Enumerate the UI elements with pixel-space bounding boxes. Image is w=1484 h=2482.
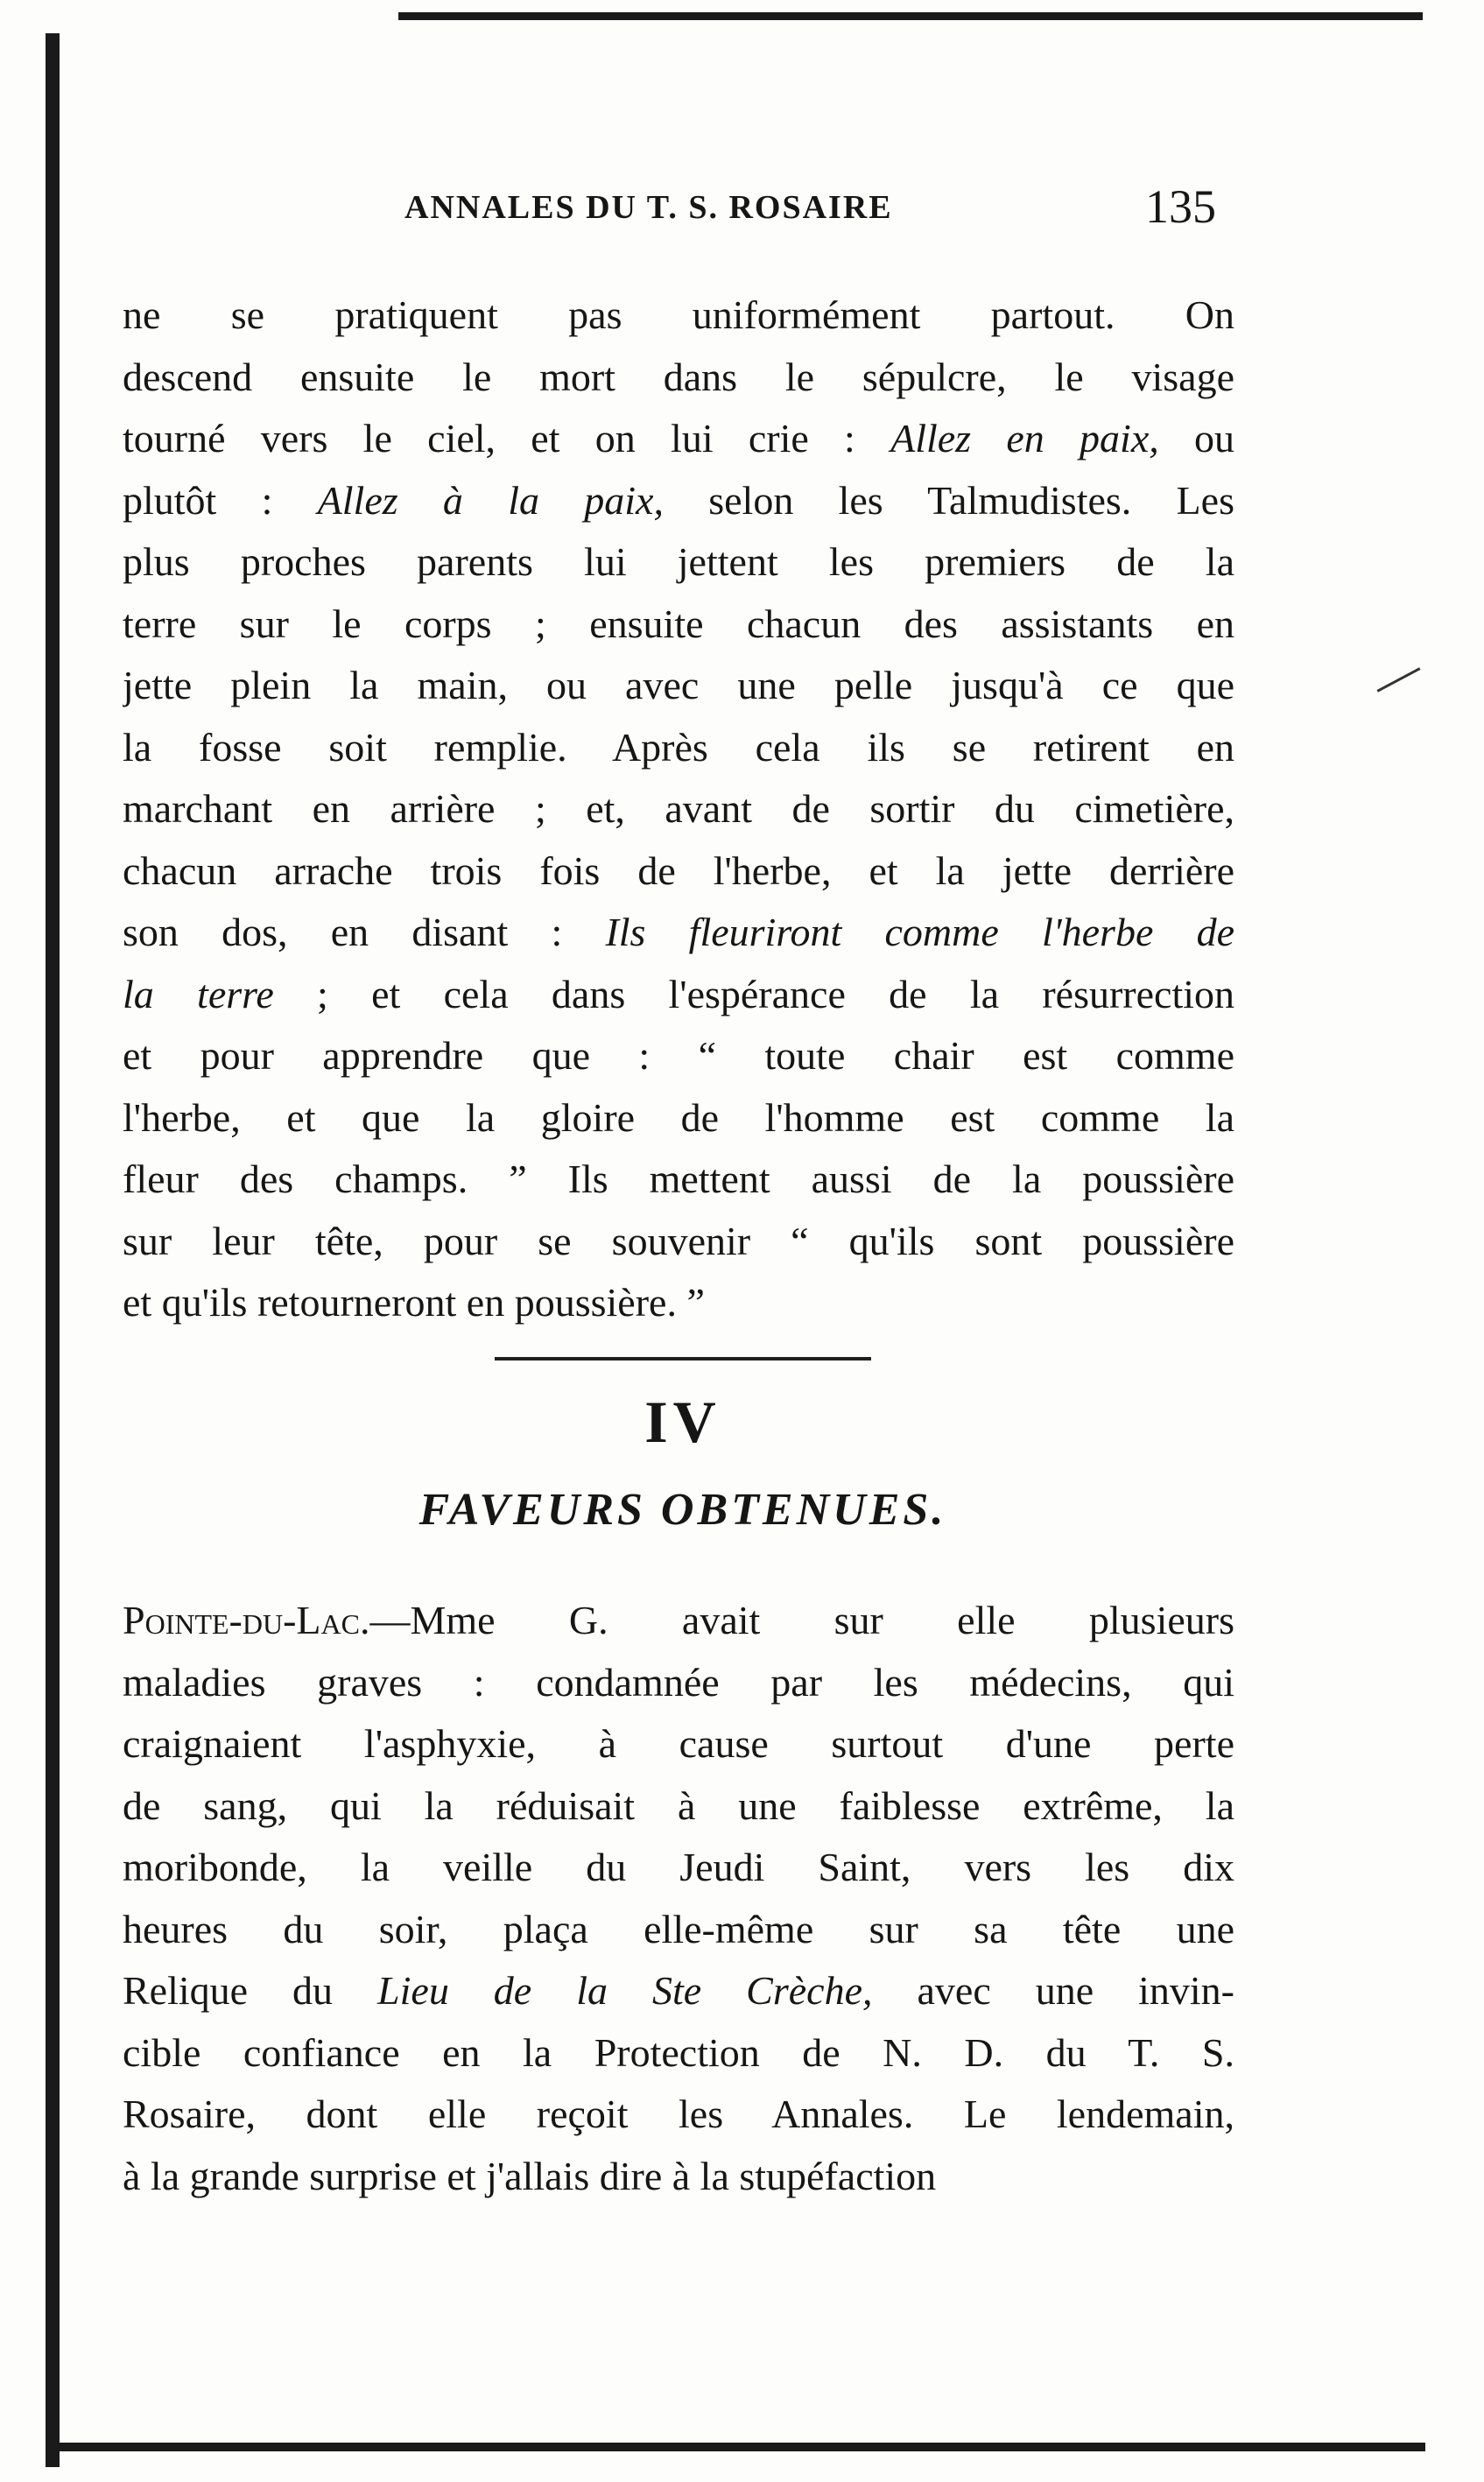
paragraph-top (123, 285, 1234, 1334)
text-run: terre sur le corps ; ensuite chacun des assistants en (123, 601, 1234, 646)
paragraph-bottom (123, 1590, 1234, 2207)
text-line (123, 2022, 1234, 2085)
text-run: ; et cela dans l'espérance de la résurrection (273, 971, 1234, 1016)
text-run: et qu'ils retourneront en poussière. ” (123, 1280, 705, 1325)
binding-edge (46, 33, 60, 2467)
text-run: sur leur tête, pour se souvenir “ qu'ils sont poussière (123, 1218, 1234, 1263)
text-run: plutôt : (123, 477, 318, 523)
text-run: Pointe-du-Lac. (123, 1598, 370, 1642)
text-run: chacun arrache trois fois de l'herbe, et la jette derrière (123, 847, 1234, 893)
text-line (123, 1272, 1234, 1334)
text-run: tourné vers le ciel, et on lui crie : (123, 416, 891, 461)
text-line (123, 902, 1234, 964)
text-line (123, 2084, 1234, 2146)
text-line (123, 1837, 1234, 1899)
text-line (123, 408, 1234, 470)
text-line (123, 1590, 1234, 1652)
page-number: 135 (1145, 180, 1216, 233)
text-line (123, 1087, 1234, 1150)
text-line (123, 1775, 1234, 1838)
text-line (123, 778, 1234, 840)
text-line (123, 964, 1234, 1026)
scan-mark (1377, 667, 1421, 692)
text-run: la fosse soit remplie. Après cela ils se retirent en (123, 724, 1234, 770)
text-line (123, 1713, 1234, 1775)
top-rule (398, 12, 1423, 20)
running-title: ANNALES DU T. S. ROSAIRE (404, 189, 893, 226)
text-line (123, 1652, 1234, 1714)
text-run: Ils fleuriront comme l'herbe de (605, 910, 1234, 954)
text-run: Allez en paix, (890, 416, 1159, 461)
text-run: Lieu de la Ste Crèche, (377, 1968, 873, 2013)
text-run: cible confiance en la Protection de N. D. du T. S. (123, 2029, 1234, 2075)
text-run: —Mme G. avait sur elle plusieurs (369, 1598, 1234, 1642)
section-number: IV (644, 1389, 721, 1455)
text-run: marchant en arrière ; et, avant de sortir du cimetière, (123, 786, 1234, 831)
text-line (123, 840, 1234, 903)
text-run: ou (1158, 416, 1234, 461)
text-run: descend ensuite le mort dans le sépulcre, le visage (123, 354, 1234, 399)
text-run: heures du soir, plaça elle-même sur sa tête une (123, 1906, 1234, 1951)
text-line (123, 1211, 1234, 1273)
text-line (123, 1025, 1234, 1087)
text-line (123, 1899, 1234, 1961)
bottom-rule (60, 2443, 1425, 2451)
text-line (123, 347, 1234, 409)
text-run: Allez à la paix, (317, 477, 664, 523)
text-run: et pour apprendre que : “ toute chair est comme (123, 1033, 1234, 1078)
text-run: à la grande surprise et j'allais dire à la stupéfaction (123, 2153, 937, 2198)
text-run: fleur des champs. ” Ils mettent aussi de la poussière (123, 1157, 1234, 1201)
text-run: maladies graves : condamnée par les médecins, qui (123, 1659, 1234, 1705)
text-line (123, 655, 1234, 717)
text-line (123, 470, 1234, 532)
text-run: selon les Talmudistes. Les (663, 477, 1234, 523)
text-run: Relique du (123, 1968, 378, 2013)
text-run: la terre (123, 971, 274, 1016)
text-run: jette plein la main, ou avec une pelle jusqu'à ce que (123, 663, 1234, 707)
text-run: moribonde, la veille du Jeudi Saint, vers les dix (123, 1845, 1234, 1889)
text-run: avec une invin- (872, 1968, 1234, 2013)
text-run: Rosaire, dont elle reçoit les Annales. Le lendemain, (123, 2092, 1234, 2136)
section-title: FAVEURS OBTENUES. (418, 1485, 947, 1535)
text-line (123, 594, 1234, 656)
text-run: craignaient l'asphyxie, à cause surtout d'une perte (123, 1721, 1234, 1766)
text-run: plus proches parents lui jettent les premiers de la (123, 539, 1234, 584)
text-line (123, 1960, 1234, 2022)
text-line (123, 1149, 1234, 1211)
text-run: son dos, en disant : (123, 910, 606, 954)
text-line (123, 531, 1234, 594)
text-line (123, 2146, 1234, 2208)
text-line (123, 717, 1234, 779)
text-run: de sang, qui la réduisait à une faiblesse extrême, la (123, 1782, 1234, 1828)
section-divider (495, 1357, 871, 1361)
text-line (123, 285, 1234, 347)
text-run: l'herbe, et que la gloire de l'homme est comme la (123, 1094, 1234, 1140)
text-run: ne se pratiquent pas uniformément partout. On (123, 292, 1234, 337)
